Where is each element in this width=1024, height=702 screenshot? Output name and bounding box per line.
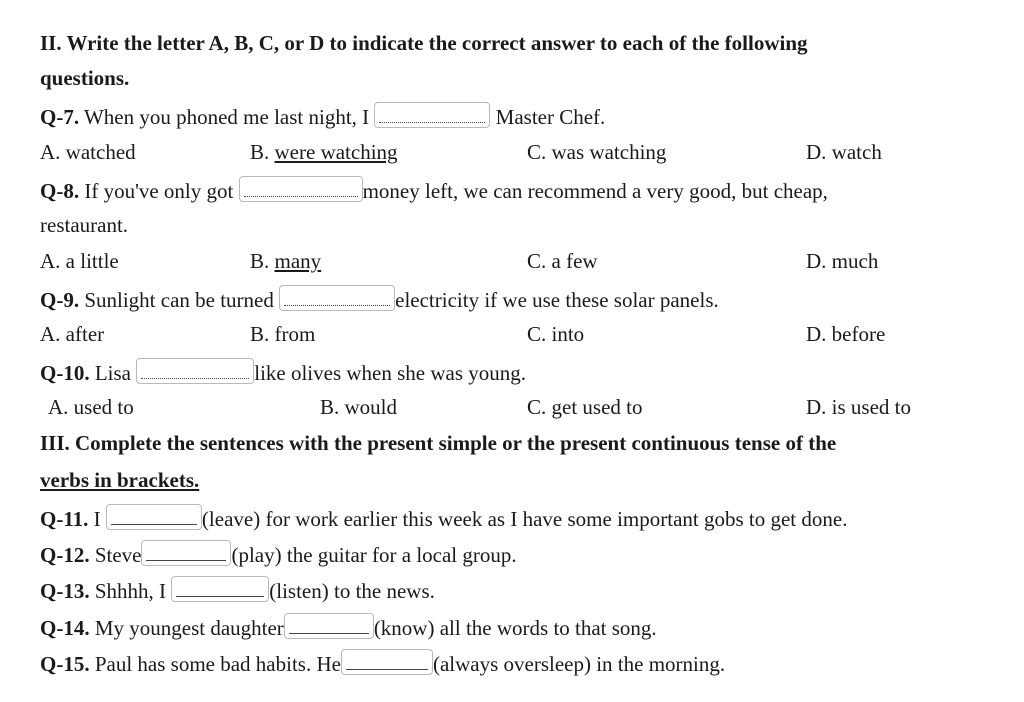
question-13: [40, 576, 435, 604]
answer-blank-q11[interactable]: [106, 504, 202, 530]
option-a-q10[interactable]: A. used to: [48, 395, 134, 419]
option-a-q9[interactable]: A. after: [40, 322, 105, 346]
question-text-after: electricity if we use these solar panels.: [395, 288, 719, 312]
question-number: Q-15.: [40, 652, 90, 676]
answer-blank-q7[interactable]: [374, 102, 490, 128]
question-number: Q-9.: [40, 288, 80, 312]
question-number: Q-10.: [40, 361, 90, 385]
question-15: [40, 649, 725, 677]
option-c-q9[interactable]: C. into: [527, 322, 585, 346]
question-text-before: Shhhh, I: [94, 579, 167, 603]
question-10: [40, 358, 526, 386]
question-8-continuation: restaurant.: [40, 213, 129, 237]
answer-blank-q8[interactable]: [239, 176, 363, 202]
question-text-after: (always oversleep) in the morning.: [432, 652, 726, 676]
answer-blank-q12[interactable]: [141, 540, 231, 566]
question-number: Q-11.: [40, 507, 89, 531]
question-9: [40, 285, 719, 313]
question-8: [40, 176, 828, 204]
section-2-heading-line2: questions.: [40, 66, 130, 90]
question-text-before: My youngest daughter: [94, 616, 284, 640]
option-d-q8[interactable]: D. much: [806, 249, 879, 273]
question-text-before: Sunlight can be turned: [84, 288, 274, 312]
question-number: Q-12.: [40, 543, 90, 567]
answer-blank-q14[interactable]: [284, 613, 374, 639]
question-number: Q-8.: [40, 179, 80, 203]
option-c-q7[interactable]: C. was watching: [527, 140, 667, 164]
option-d-q9[interactable]: D. before: [806, 322, 886, 346]
option-a-q8[interactable]: A. a little: [40, 249, 119, 273]
question-text-before: Lisa: [94, 361, 131, 385]
option-a-q7[interactable]: A. watched: [40, 140, 136, 164]
answer-blank-q9[interactable]: [279, 285, 395, 311]
option-d-q7[interactable]: D. watch: [806, 140, 882, 164]
question-text-before: I: [93, 507, 101, 531]
question-text-after: like olives when she was young.: [254, 361, 527, 385]
question-text-before: Paul has some bad habits. He: [94, 652, 341, 676]
question-11: [40, 504, 847, 532]
option-b-q7[interactable]: B. were watching: [250, 140, 398, 164]
question-14: [40, 613, 657, 641]
question-text-after: (leave) for work earlier this week as I have some important gobs to get done.: [201, 507, 848, 531]
answer-blank-q13[interactable]: [171, 576, 269, 602]
question-text-after: (know) all the words to that song.: [373, 616, 657, 640]
option-c-q8[interactable]: C. a few: [527, 249, 598, 273]
question-text-after: money left, we can recommend a very good, but cheap,: [362, 179, 828, 203]
option-d-q10[interactable]: D. is used to: [806, 395, 912, 419]
answer-blank-q10[interactable]: [136, 358, 254, 384]
question-text-after: Master Chef.: [495, 105, 606, 129]
answer-blank-q15[interactable]: [341, 649, 433, 675]
section-3-heading-line1: III. Complete the sentences with the present simple or the present continuous tense of the: [40, 431, 837, 455]
question-text-before: When you phoned me last night, I: [83, 105, 370, 129]
option-b-q8[interactable]: B. many: [250, 249, 322, 273]
question-number: Q-7.: [40, 105, 80, 129]
question-number: Q-13.: [40, 579, 90, 603]
question-number: Q-14.: [40, 616, 90, 640]
question-7: [40, 102, 605, 130]
question-text-after: (listen) to the news.: [269, 579, 435, 603]
section-2-heading-line1: II. Write the letter A, B, C, or D to indicate the correct answer to each of the following: [40, 31, 808, 55]
option-b-q10[interactable]: B. would: [320, 395, 398, 419]
question-12: [40, 540, 517, 568]
option-b-q9[interactable]: B. from: [250, 322, 316, 346]
question-text-before: Steve: [94, 543, 142, 567]
question-text-before: If you've only got: [84, 179, 234, 203]
section-3-heading-line2: verbs in brackets.: [40, 468, 200, 492]
question-text-after: (play) the guitar for a local group.: [231, 543, 517, 567]
option-c-q10[interactable]: C. get used to: [527, 395, 643, 419]
